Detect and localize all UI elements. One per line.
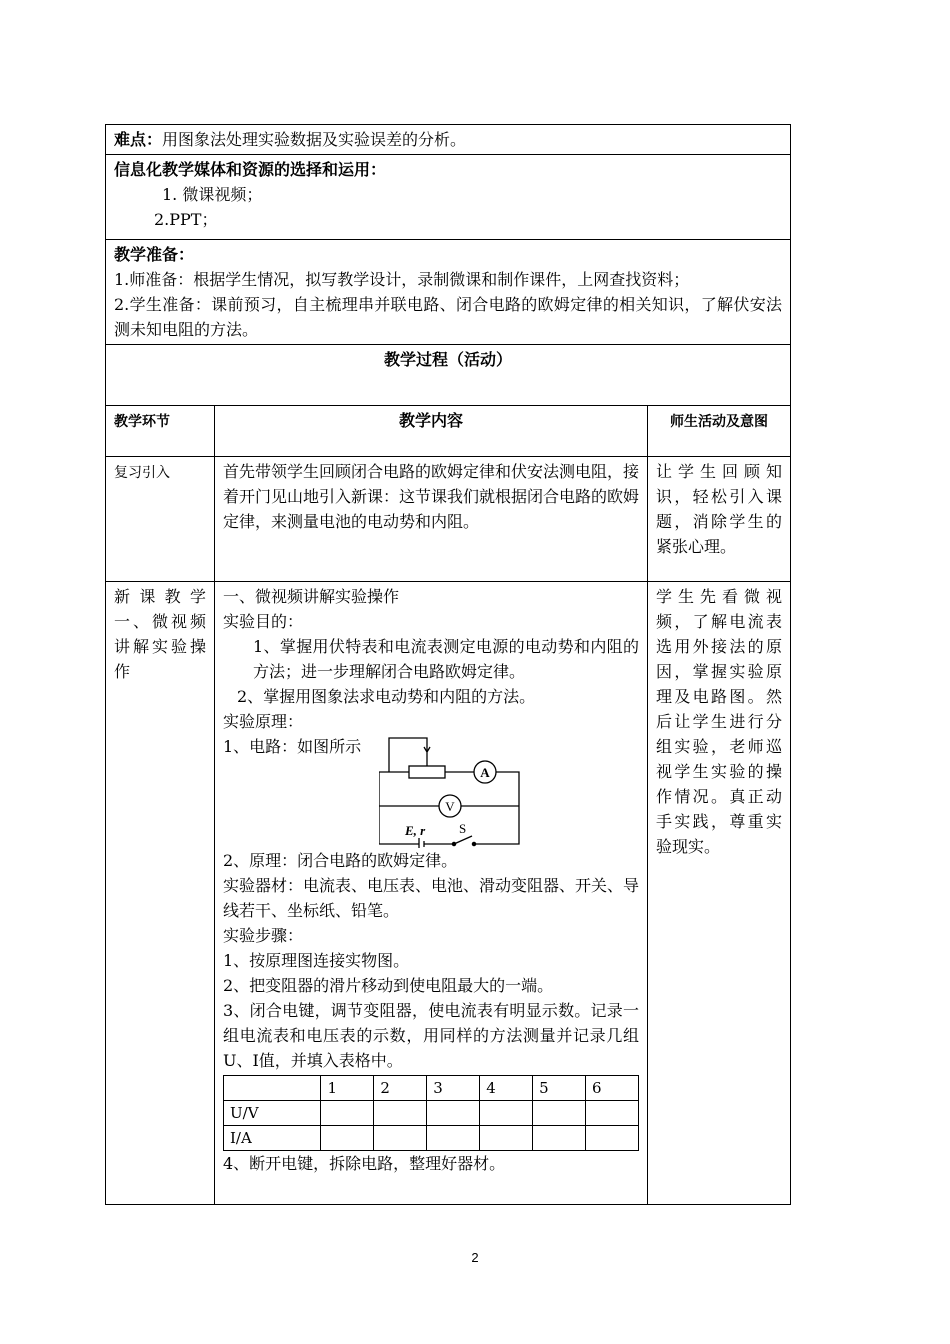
switch-contact-left bbox=[453, 842, 456, 845]
content-line-9: 实验步骤： bbox=[223, 926, 304, 945]
prep-student: 2.学生准备：课前预习，自主梳理串并联电路、闭合电路的欧姆定律的相关知识，了解伏安法测未知电阻的方法。 bbox=[114, 295, 783, 339]
row-label: I/A bbox=[224, 1126, 321, 1151]
review-content: 首先带领学生回顾闭合电路的欧姆定律和伏安法测电阻，接着开门见山地引入新课：这节课我们就根据闭合电路的欧姆定律，来测量电池的电动势和内阻。 bbox=[215, 457, 648, 582]
battery-label: E, r bbox=[405, 823, 426, 838]
content-line-11: 2、把变阻器的滑片移动到使电阻最大的一端。 bbox=[223, 976, 554, 995]
current-row bbox=[224, 1126, 639, 1151]
col-content-header: 教学内容 bbox=[398, 411, 463, 430]
new-lesson-row bbox=[106, 582, 791, 1205]
prep-heading: 教学准备： bbox=[114, 245, 195, 264]
switch-label: S bbox=[459, 821, 467, 836]
header-cell bbox=[224, 1076, 321, 1101]
voltage-row bbox=[224, 1101, 639, 1126]
content-line-5: 实验原理： bbox=[223, 712, 304, 731]
process-title: 教学过程（活动） bbox=[384, 350, 513, 369]
media-item-1: 1. 微课视频； bbox=[162, 185, 263, 204]
data-cell bbox=[480, 1101, 533, 1126]
data-cell bbox=[374, 1126, 427, 1151]
header-cell: 4 bbox=[480, 1076, 533, 1101]
col-stage-header: 教学环节 bbox=[114, 414, 170, 430]
row-label: U/V bbox=[224, 1101, 321, 1126]
prep-row bbox=[106, 240, 791, 345]
data-cell bbox=[533, 1126, 586, 1151]
content-line-3: 1、掌握用伏特表和电流表测定电源的电动势和内阻的方法；进一步理解闭合电路欧姆定律。 bbox=[253, 637, 639, 681]
review-activity: 让学生回顾知识，轻松引入课题，消除学生的紧张心理。 bbox=[648, 457, 791, 582]
data-cell bbox=[586, 1101, 639, 1126]
content-line-1: 一、微视频讲解实验操作 bbox=[223, 587, 400, 606]
header-cell: 3 bbox=[427, 1076, 480, 1101]
process-title-row bbox=[106, 345, 791, 406]
data-cell bbox=[586, 1126, 639, 1151]
header-cell: 5 bbox=[533, 1076, 586, 1101]
page-number: 2 bbox=[471, 1250, 479, 1265]
voltmeter-label: V bbox=[445, 799, 455, 814]
ammeter-label: A bbox=[480, 765, 490, 780]
data-cell bbox=[427, 1126, 480, 1151]
content-line-4: 2、掌握用图象法求电动势和内阻的方法。 bbox=[237, 687, 536, 706]
media-row bbox=[106, 155, 791, 240]
data-cell bbox=[374, 1101, 427, 1126]
rheostat-resistor bbox=[409, 766, 445, 778]
header-cell: 1 bbox=[321, 1076, 374, 1101]
measurement-table bbox=[223, 1075, 639, 1151]
review-row bbox=[106, 457, 791, 582]
media-heading: 信息化教学媒体和资源的选择和运用： bbox=[114, 160, 387, 179]
content-line-10: 1、按原理图连接实物图。 bbox=[223, 951, 410, 970]
data-cell bbox=[321, 1101, 374, 1126]
rheostat-lead bbox=[389, 738, 427, 772]
content-line-6: 1、电路：如图所示 bbox=[223, 737, 362, 756]
data-cell bbox=[321, 1126, 374, 1151]
data-cell bbox=[427, 1101, 480, 1126]
difficulty-text: 用图象法处理实验数据及实验误差的分析。 bbox=[162, 130, 467, 149]
data-cell bbox=[480, 1126, 533, 1151]
difficulty-label: 难点： bbox=[114, 130, 163, 149]
content-line-7: 2、原理：闭合电路的欧姆定律。 bbox=[223, 851, 458, 870]
lesson-plan-table bbox=[105, 124, 791, 1205]
content-line-8: 实验器材：电流表、电压表、电池、滑动变阻器、开关、导线若干、坐标纸、铅笔。 bbox=[223, 876, 640, 920]
content-line-13: 4、断开电键，拆除电路，整理好器材。 bbox=[223, 1154, 506, 1173]
review-stage: 复习引入 bbox=[114, 465, 170, 481]
circuit-diagram bbox=[379, 734, 549, 848]
content-line-2: 实验目的： bbox=[223, 612, 304, 631]
col-activity-header: 师生活动及意图 bbox=[670, 414, 769, 430]
difficulty-row bbox=[106, 125, 791, 155]
switch-contact-right bbox=[473, 842, 476, 845]
content-line-12: 3、闭合电键，调节变阻器，使电流表有明显示数。记录一组电流表和电压表的示数，用同样的方法测量并记录几组U、I值，并填入表格中。 bbox=[223, 1001, 639, 1070]
new-lesson-stage: 新课教学一、微视频讲解实验操作 bbox=[106, 582, 215, 1205]
prep-teacher: 1.师准备：根据学生情况，拟写教学设计，录制微课和制作课件，上网查找资料； bbox=[114, 270, 690, 289]
switch-blade bbox=[454, 836, 472, 844]
header-cell: 2 bbox=[374, 1076, 427, 1101]
measurement-header-row bbox=[224, 1076, 639, 1101]
column-header-row bbox=[106, 406, 791, 457]
header-cell: 6 bbox=[586, 1076, 639, 1101]
new-lesson-activity: 学生先看微视频，了解电流表选用外接法的原因，掌握实验原理及电路图。然后让学生进行分组实验，老师巡视学生实验的操作情况。真正动手实践，尊重实验现实。 bbox=[648, 582, 791, 1205]
circuit-row bbox=[223, 734, 639, 848]
data-cell bbox=[533, 1101, 586, 1126]
media-item-2: 2.PPT； bbox=[154, 210, 218, 229]
